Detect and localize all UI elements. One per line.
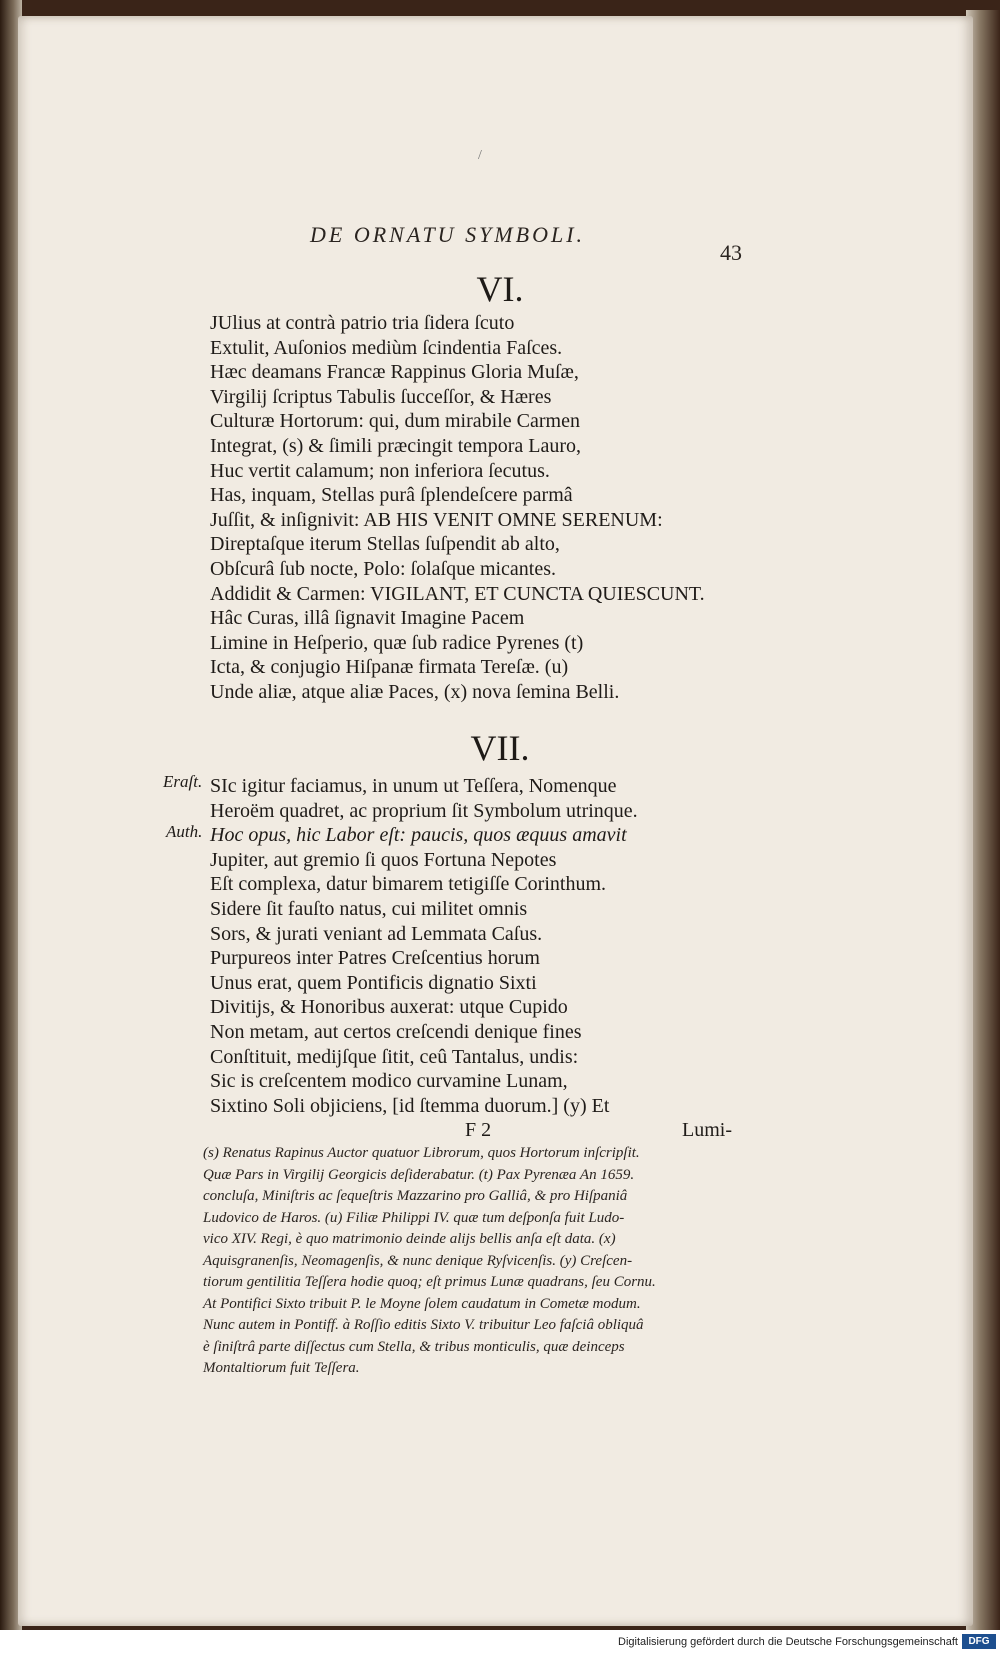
footnote-line: Montaltiorum fuit Teſſera. — [203, 1360, 360, 1376]
verse-line: Limine in Heſperio, quæ ſub radice Pyrenes (t) — [210, 631, 584, 654]
verse-line: JUlius at contrà patrio tria ſidera ſcuto — [210, 312, 515, 334]
verse-line: Conſtituit, medijſque ſitit, ceû Tantalus, undis: — [210, 1045, 579, 1068]
verse-line: Sidere ſit fauſto natus, cui militet omnis — [210, 897, 528, 920]
verse-line: SIc igitur faciamus, in unum ut Teſſera, Nomenque — [210, 775, 617, 797]
verse-line: Virgilij ſcriptus Tabulis ſucceſſor, & Hæres — [210, 385, 552, 408]
verse-line: Unde aliæ, atque aliæ Paces, (x) nova ſemina Belli. — [210, 680, 620, 703]
verse-line: Non metam, aut certos creſcendi denique fines — [210, 1020, 582, 1043]
verse-line: Direptaſque iterum Stellas ſuſpendit ab alto, — [210, 533, 560, 556]
verse-line: Sic is creſcentem modico curvamine Lunam, — [210, 1070, 568, 1093]
margin-note-erast: Eraſt. — [163, 772, 203, 791]
verse-line: Sixtino Soli objiciens, [id ſtemma duorum.] (y) Et — [210, 1094, 610, 1117]
section-number-vii: VII. — [470, 728, 530, 768]
verse-line: Eſt complexa, datur bimarem tetigiſſe Corinthum. — [210, 873, 607, 896]
verse-line: Hæc deamans Francæ Rappinus Gloria Muſæ, — [210, 361, 579, 384]
margin-note-auth: Auth. — [166, 822, 203, 841]
verse-line: Sors, & jurati veniant ad Lemmata Caſus. — [210, 922, 543, 945]
verse-line: Obſcurâ ſub nocte, Polo: ſolaſque micantes. — [210, 557, 557, 580]
verse-line: Addidit & Carmen: VIGILANT, ET CUNCTA QUIESCUNT. — [210, 582, 705, 605]
page-number: 43 — [720, 240, 742, 265]
verse-line: Integrat, (s) & ſimili præcingit tempora Lauro, — [210, 434, 582, 457]
verse-line: Jupiter, aut gremio ſi quos Fortuna Nepotes — [210, 848, 557, 871]
section-number-vi: VI. — [476, 269, 524, 309]
pencil-mark: / — [478, 148, 482, 163]
verse-block-vii — [210, 774, 638, 1118]
verse-line: Juſſit, & inſignivit: AB HIS VENIT OMNE SERENUM: — [210, 508, 663, 531]
dfg-logo: DFG — [962, 1634, 996, 1649]
verse-line: Divitijs, & Honoribus auxerat: utque Cupido — [210, 996, 568, 1019]
footnote-line: Aquisgranenſis, Neomagenſis, & nunc denique Ryſvicenſis. (y) Creſcen- — [203, 1252, 633, 1269]
verse-line: Extulit, Auſonios mediùm ſcindentia Faſces. — [210, 336, 563, 359]
footnote-line: è ſiniſtrâ parte diſſectus cum Stella, & tribus monticulis, quæ deinceps — [203, 1338, 625, 1355]
footnote-line: tiorum gentilitia Teſſera hodie quoq; eſt primus Lunæ quadrans, ſeu Cornu. — [203, 1274, 656, 1290]
footnote-line: Nunc autem in Pontiff. à Roſſio editis Sixto V. tribuitur Leo faſciâ obliquâ — [203, 1317, 644, 1333]
catchword: Lumi- — [682, 1119, 732, 1141]
verse-line: Huc vertit calamum; non inferiora ſecutus. — [210, 459, 550, 482]
verse-block-vi — [210, 311, 705, 705]
verse-line: Hâc Curas, illâ ſignavit Imagine Pacem — [210, 607, 525, 630]
verse-line: Icta, & conjugio Hiſpanæ firmata Tereſæ. (u) — [210, 656, 569, 679]
footnotes — [203, 1143, 738, 1380]
footnote-line: vico XIV. Regi, è quo matrimonio deinde alijs bellis anſa eſt data. (x) — [203, 1231, 616, 1247]
footnote-line: At Pontifici Sixto tribuit P. le Moyne ſolem caudatum in Cometæ modum. — [203, 1295, 641, 1312]
signature-mark: F 2 — [465, 1119, 492, 1141]
footnote-line: (s) Renatus Rapinus Auctor quatuor Librorum, quos Hortorum inſcripſit. — [203, 1145, 640, 1161]
verse-line: Has, inquam, Stellas purâ ſplendeſcere parmâ — [210, 484, 573, 507]
verse-line: Unus erat, quem Pontificis dignatio Sixti — [210, 971, 537, 994]
verse-line: Hoc opus, hic Labor eſt: paucis, quos æquus amavit — [210, 824, 627, 847]
funding-credit: Digitalisierung gefördert durch die Deutsche Forschungsgemeinschaft — [618, 1636, 958, 1648]
running-head: DE ORNATU SYMBOLI. — [310, 222, 586, 247]
footnote-line: concluſa, Miniſtris ac ſequeſtris Mazzarino pro Galliâ, & pro Hiſpaniâ — [203, 1188, 628, 1204]
verse-line: Purpureos inter Patres Creſcentius horum — [210, 947, 540, 970]
footnote-line: Ludovico de Haros. (u) Filiæ Philippi IV. quæ tum deſponſa fuit Ludo- — [203, 1209, 625, 1226]
verse-line: Culturæ Hortorum: qui, dum mirabile Carmen — [210, 410, 580, 433]
footnote-line: Quæ Pars in Virgilij Georgicis deſiderabatur. (t) Pax Pyrenæa An 1659. — [203, 1166, 635, 1183]
verse-line: Heroëm quadret, ac proprium ſit Symbolum utrinque. — [210, 799, 638, 822]
